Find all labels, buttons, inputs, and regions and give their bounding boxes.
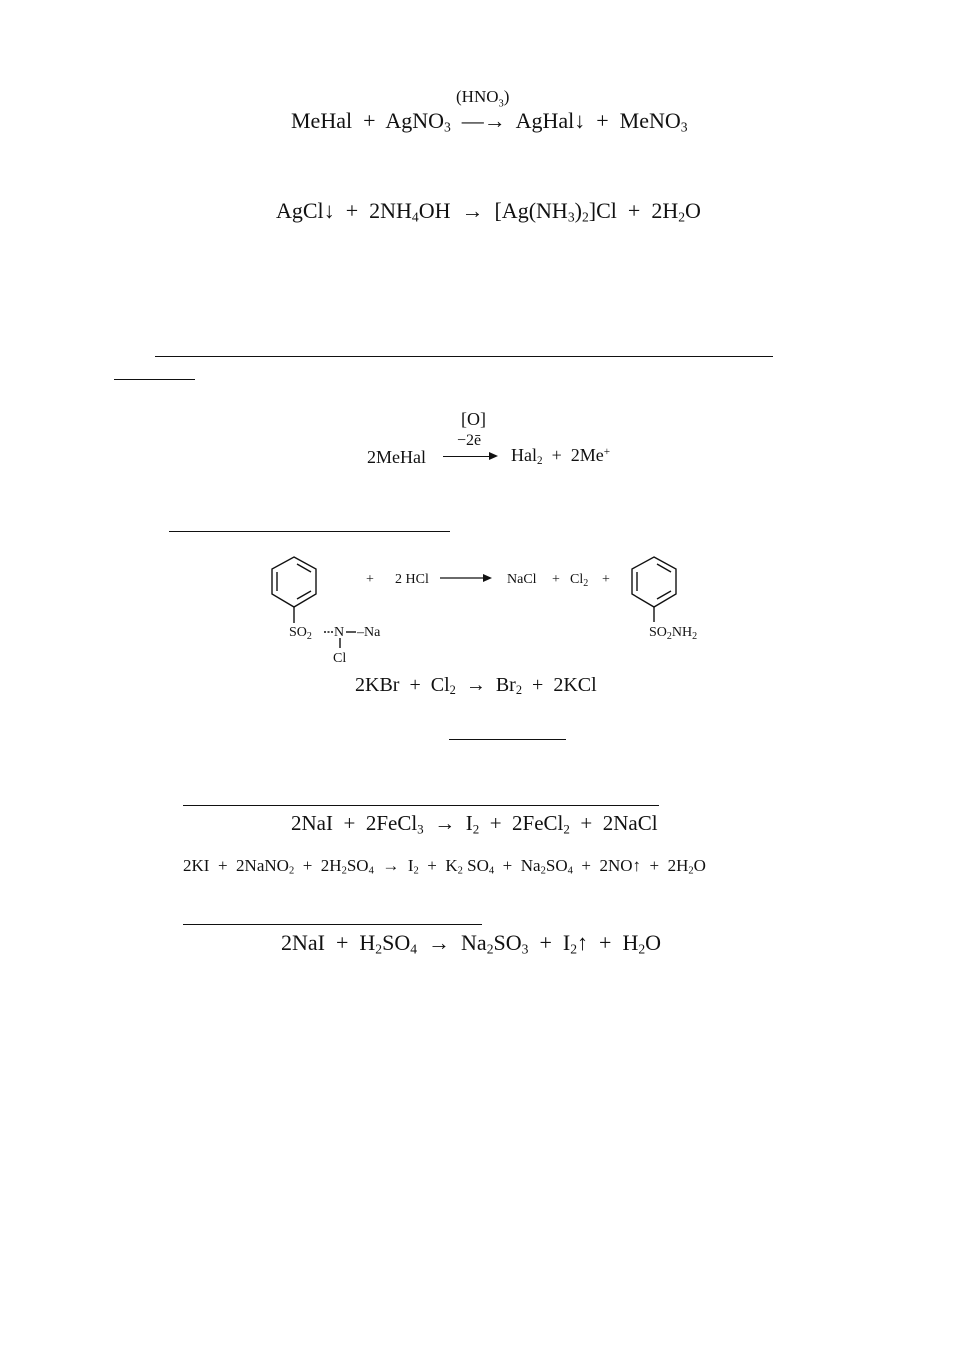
eq7-reactant-3-sub: 2 <box>341 865 347 877</box>
eq4-product-2-symbol: Cl <box>570 572 584 587</box>
blank-line-5 <box>183 805 659 806</box>
blank-line-2 <box>114 379 195 380</box>
eq2-product-1-sub2: 2 <box>581 209 589 225</box>
eq1-reactant-2-sub: 3 <box>443 119 451 135</box>
eq1-condition-close: ) <box>503 87 510 106</box>
eq2-product-1-open: [Ag(NH <box>494 198 568 223</box>
eq4-plus-1: + <box>366 572 374 587</box>
eq8-product-3: H <box>622 930 639 955</box>
eq5-plus-2: + <box>532 674 544 696</box>
blank-line-4 <box>449 739 566 740</box>
eq8-gas-mark: ↑ <box>577 930 589 955</box>
eq2-product-2-rest: O <box>685 198 701 223</box>
eq6-product-2-sub: 2 <box>563 821 570 837</box>
eq1-reactant-1: MeHal <box>291 108 353 133</box>
eq7-product-2-sub2: 4 <box>488 865 495 877</box>
eq3-product-2-sup: + <box>603 445 611 458</box>
eq3-oxidant: [O] <box>461 409 486 429</box>
eq7-product-2-rest: SO <box>462 856 489 875</box>
eq7-product-3-rest: SO <box>545 856 568 875</box>
eq7-reactant-3-sub2: 4 <box>368 865 374 877</box>
eq8-reactant-2-sub: 2 <box>375 941 383 957</box>
eq3-arrow-head <box>489 452 498 460</box>
eq7-product-3-sub: 2 <box>540 865 546 877</box>
eq1-product-2-sub: 3 <box>680 119 688 135</box>
eq4-left-nitrogen: N <box>334 625 345 640</box>
eq6-product-2: 2FeCl <box>512 811 564 835</box>
eq2-arrow: → <box>461 198 484 223</box>
eq7-plus-1: + <box>217 856 228 875</box>
eq7-arrow: → <box>382 856 400 875</box>
equation-8 <box>281 932 661 956</box>
eq7-reactant-2-sub: 2 <box>288 865 295 877</box>
eq1-reactant-2: AgNO <box>385 108 444 133</box>
blank-line-1 <box>155 356 773 357</box>
eq1-condition <box>456 88 509 110</box>
equation-5 <box>355 675 597 697</box>
eq8-product-2-sub: 2 <box>570 941 578 957</box>
eq1-condition-text: (HNO <box>456 87 499 106</box>
eq5-plus-1: + <box>409 674 421 696</box>
eq7-product-3: Na <box>520 856 541 875</box>
eq2-reactant-2-sub: 4 <box>411 209 419 225</box>
eq2-product-2: 2H <box>651 198 679 223</box>
eq7-product-5: 2H <box>667 856 689 875</box>
eq5-reactant-2-sub: 2 <box>449 683 456 698</box>
eq4-reagent: 2 HCl <box>395 572 429 587</box>
benzene-ring-right-icon <box>632 557 676 622</box>
equation-1 <box>291 110 688 134</box>
eq5-reactant-1: 2KBr <box>355 674 400 696</box>
blank-line-3 <box>169 531 450 532</box>
blank-line-6 <box>183 924 482 925</box>
eq1-plus-1: + <box>363 108 376 133</box>
eq8-product-1-sub: 2 <box>486 941 494 957</box>
eq8-plus-2: + <box>539 930 552 955</box>
eq4-product-1: NaCl <box>507 572 537 587</box>
eq5-product-2: 2KCl <box>553 674 597 696</box>
eq6-product-1: I <box>465 811 473 835</box>
eq4-left-chlorine: Cl <box>333 651 347 666</box>
eq7-product-1-sub: 2 <box>413 865 419 877</box>
eq2-product-1-sub: 3 <box>567 209 575 225</box>
eq1-condition-sub: 3 <box>498 98 504 110</box>
eq8-product-3-rest: O <box>645 930 662 955</box>
eq7-gas-mark: ↑ <box>632 856 642 875</box>
eq3-plus: + <box>551 445 562 465</box>
eq6-reactant-2: 2FeCl <box>365 811 418 835</box>
eq2-reactant-2-rest: OH <box>418 198 451 223</box>
eq4-product-2 <box>570 572 588 589</box>
eq4-reaction-arrow <box>440 574 492 582</box>
eq3-product-2: 2Me <box>570 445 604 465</box>
eq2-reactant-1: AgCl <box>276 198 324 223</box>
equation-7 <box>183 857 706 877</box>
eq2-product-2-sub: 2 <box>678 209 686 225</box>
eq1-product-2: MeNO <box>619 108 681 133</box>
eq8-product-1-sub2: 3 <box>521 941 529 957</box>
eq7-reactant-3: 2H <box>320 856 342 875</box>
eq7-product-2-sub: 2 <box>457 865 463 877</box>
eq7-product-2: K <box>445 856 458 875</box>
eq8-reactant-2-rest: SO <box>382 930 411 955</box>
eq8-plus-3: + <box>599 930 612 955</box>
eq7-plus-4: + <box>502 856 513 875</box>
eq5-product-1: Br <box>495 674 516 696</box>
equation-2 <box>276 200 701 224</box>
eq4-right-nh-sub: 2 <box>692 631 698 642</box>
eq8-reactant-2: H <box>359 930 376 955</box>
eq8-plus-1: + <box>335 930 349 955</box>
eq7-plus-6: + <box>649 856 660 875</box>
eq4-right-nh: NH <box>671 625 693 640</box>
eq6-plus-3: + <box>580 811 593 835</box>
eq8-reactant-2-sub2: 4 <box>410 941 418 957</box>
eq7-product-3-sub2: 4 <box>567 865 573 877</box>
eq4-left-so: SO <box>289 625 307 640</box>
eq4-right-so: SO <box>649 625 667 640</box>
eq6-arrow: → <box>434 811 456 835</box>
eq7-product-5-sub: 2 <box>688 865 694 877</box>
eq3-product-1: Hal <box>511 445 537 465</box>
eq4-left-substituent <box>289 625 312 642</box>
eq1-product-1: AgHal <box>515 108 575 133</box>
eq2-plus-2: + <box>627 198 641 223</box>
eq2-plus-1: + <box>345 198 359 223</box>
eq6-reactant-1: 2NaI <box>291 811 333 835</box>
eq3-product-1-sub: 2 <box>537 454 543 467</box>
eq4-left-dash: – <box>357 625 364 640</box>
eq7-product-5-rest: O <box>693 856 706 875</box>
eq4-plus-2: + <box>552 572 560 587</box>
eq7-plus-3: + <box>427 856 437 875</box>
eq6-plus-1: + <box>343 811 356 835</box>
eq4-plus-3: + <box>602 572 610 587</box>
eq8-product-2: I <box>562 930 571 955</box>
eq6-product-3: 2NaCl <box>602 811 658 835</box>
eq8-arrow: → <box>428 930 451 955</box>
eq8-product-3-sub: 2 <box>638 941 646 957</box>
eq7-product-4: 2NO <box>599 856 633 875</box>
equation-6 <box>291 813 658 835</box>
eq6-product-1-sub: 2 <box>472 821 480 837</box>
eq6-reactant-2-sub: 3 <box>417 821 424 837</box>
eq5-product-1-sub: 2 <box>515 683 523 698</box>
eq1-arrow: —→ <box>461 108 506 133</box>
eq7-plus-2: + <box>302 856 313 875</box>
eq3-arrow-line <box>443 456 489 457</box>
eq5-arrow: → <box>465 674 486 696</box>
eq4-product-2-sub: 2 <box>583 578 589 589</box>
eq2-precipitate-mark: ↓ <box>323 198 335 223</box>
eq2-reactant-2: 2NH <box>369 198 412 223</box>
eq1-plus-2: + <box>596 108 609 133</box>
eq6-plus-2: + <box>489 811 502 835</box>
eq3-products <box>511 446 610 467</box>
eq8-product-1: Na <box>461 930 487 955</box>
eq7-plus-5: + <box>581 856 591 875</box>
eq4-left-so-sub: 2 <box>306 631 312 642</box>
eq3-reactant: 2MeHal <box>367 447 426 467</box>
eq2-product-1-mid: ) <box>574 198 582 223</box>
eq3-electrons: −2ē <box>457 432 482 449</box>
eq1-precipitate-mark: ↓ <box>574 108 586 133</box>
eq7-reactant-2: 2NaNO <box>236 856 289 875</box>
eq7-reactant-1: 2KI <box>183 856 210 875</box>
eq8-reactant-1: 2NaI <box>281 930 325 955</box>
eq4-left-sodium: Na <box>364 625 381 640</box>
eq4-right-substituent <box>649 625 697 642</box>
eq8-product-1-rest: SO <box>493 930 522 955</box>
eq5-reactant-2: Cl <box>430 674 450 696</box>
eq4-structural-equation <box>0 552 954 672</box>
eq4-right-so-sub: 2 <box>666 631 672 642</box>
eq7-product-1: I <box>407 856 414 875</box>
eq2-product-1-close: ]Cl <box>588 198 617 223</box>
eq7-reactant-3-rest: SO <box>346 856 369 875</box>
